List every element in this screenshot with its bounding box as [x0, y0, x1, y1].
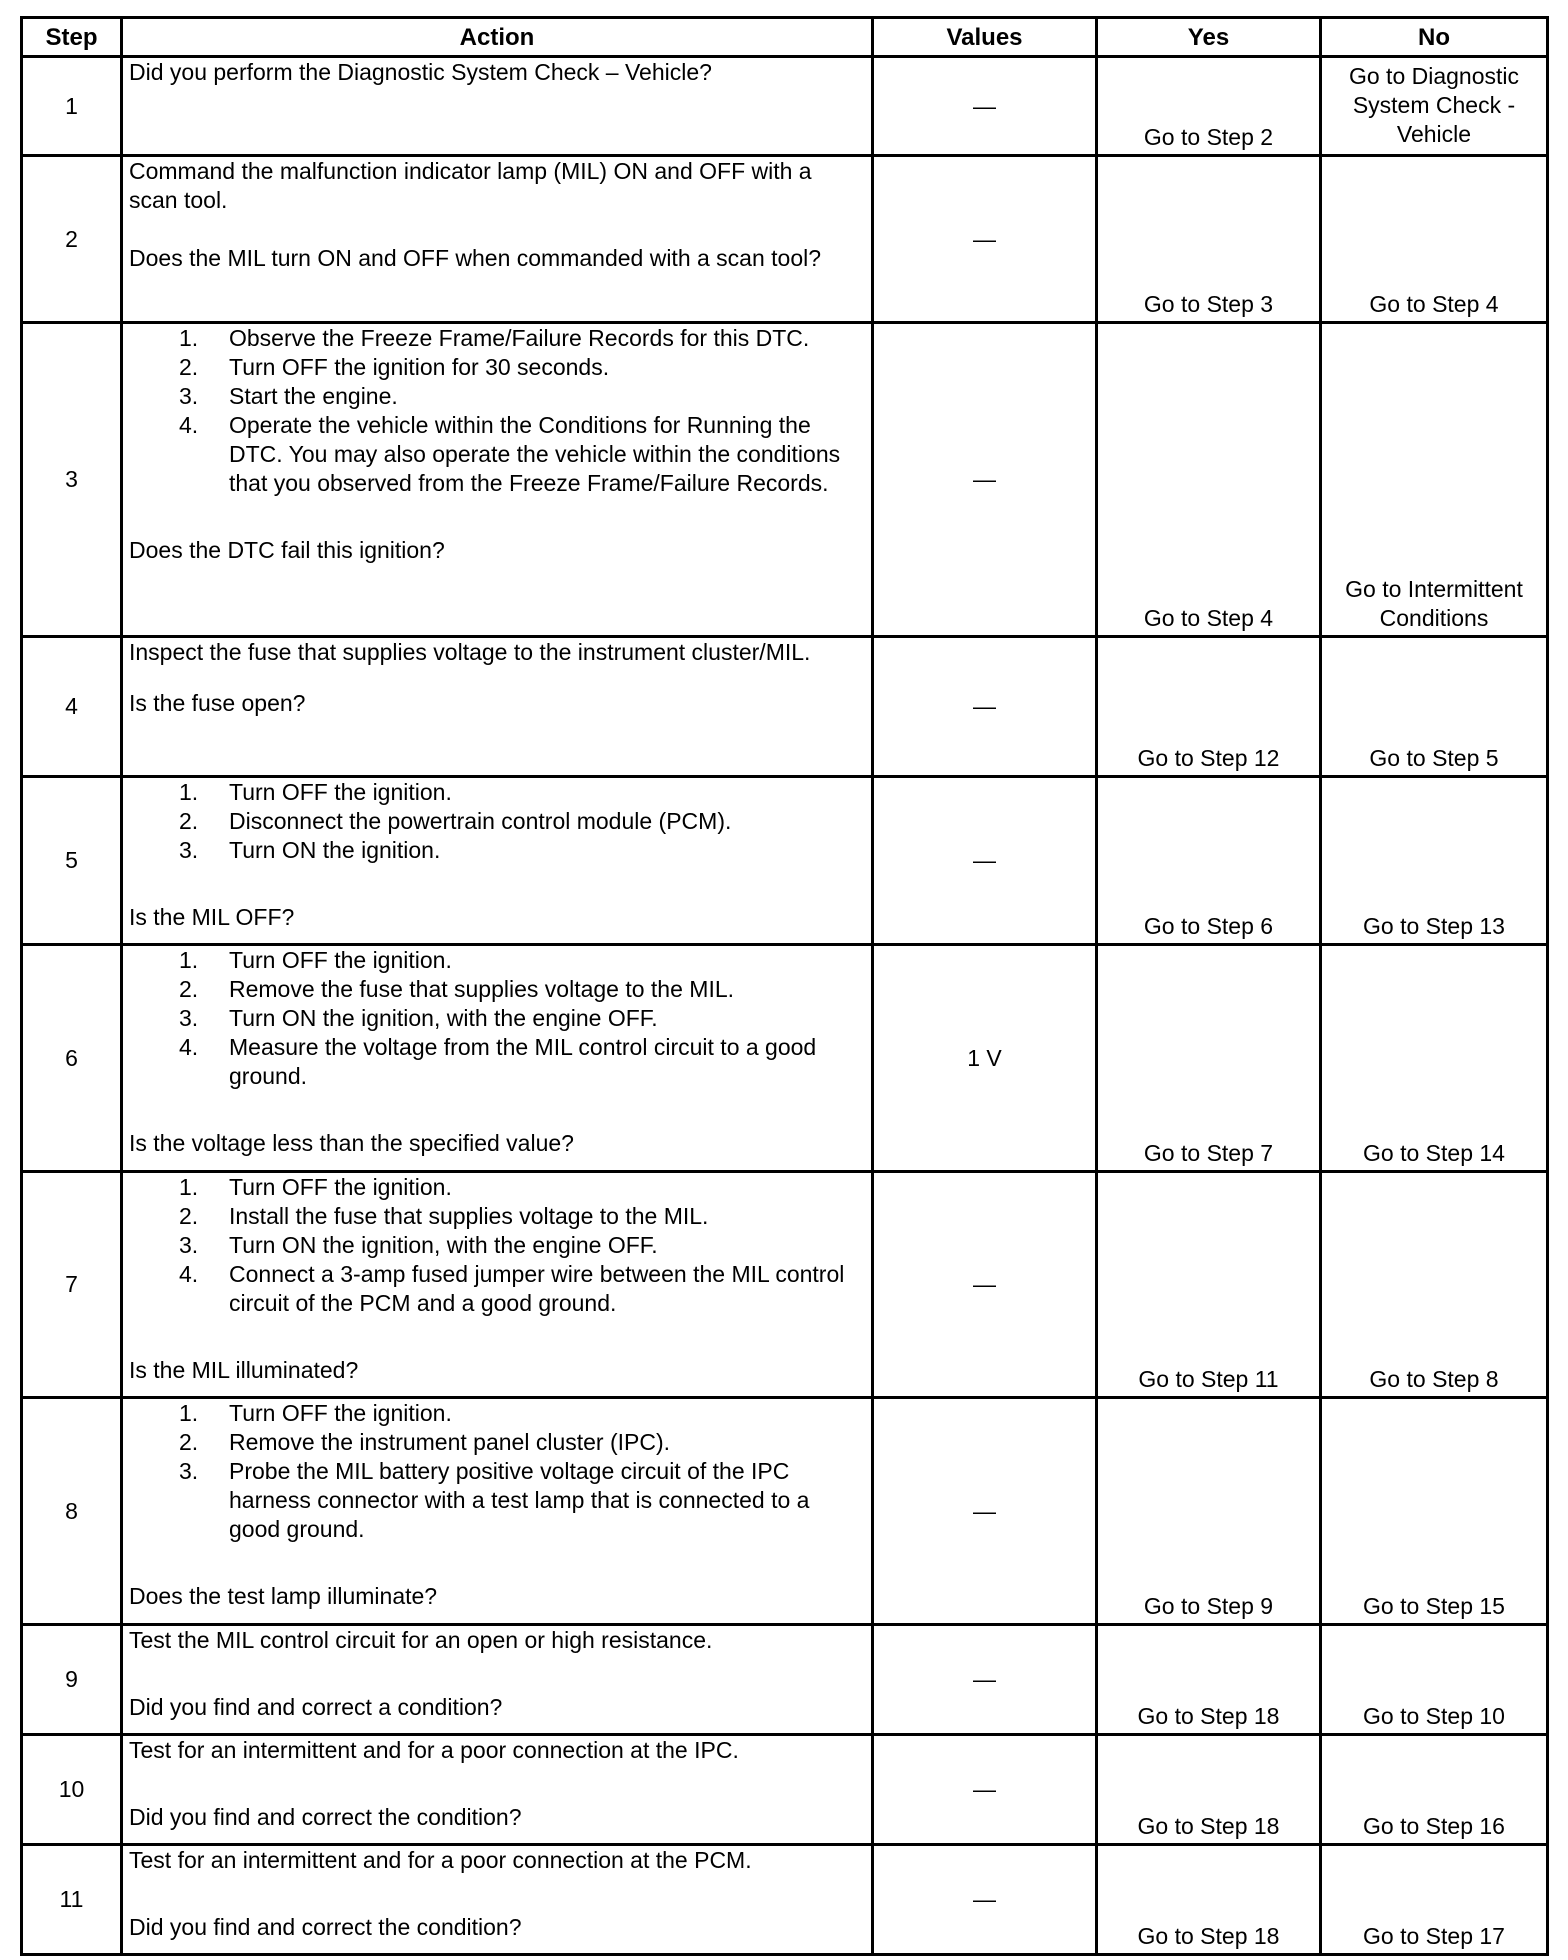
- step-number: 1: [22, 57, 122, 156]
- action-question: Is the MIL illuminated?: [129, 1357, 359, 1383]
- action-text: Test for an intermittent and for a poor connection at the IPC.: [129, 1737, 739, 1763]
- substep-item: Turn OFF the ignition.: [229, 1174, 452, 1200]
- step-number: 4: [22, 637, 122, 777]
- value-cell: —: [873, 156, 1097, 323]
- action-cell: [122, 1398, 873, 1625]
- value-cell: —: [873, 1172, 1097, 1398]
- table-row: [22, 1625, 1548, 1735]
- substep-list: [129, 778, 865, 865]
- action-cell: [122, 57, 873, 156]
- substep-item: Observe the Freeze Frame/Failure Records for this DTC.: [229, 325, 810, 351]
- substep-item: Probe the MIL battery positive voltage circuit of the IPC harness connector with a test lamp that is connected to a good ground.: [229, 1458, 810, 1542]
- yes-cell: Go to Step 3: [1097, 156, 1321, 323]
- substep-item: Turn OFF the ignition.: [229, 779, 452, 805]
- action-question: Is the voltage less than the specified value?: [129, 1130, 574, 1156]
- value-cell: —: [873, 1625, 1097, 1735]
- yes-cell: Go to Step 18: [1097, 1735, 1321, 1845]
- yes-cell: Go to Step 11: [1097, 1172, 1321, 1398]
- yes-cell: Go to Step 9: [1097, 1398, 1321, 1625]
- header-yes: Yes: [1097, 18, 1321, 57]
- substep-item: Disconnect the powertrain control module (PCM).: [229, 808, 732, 834]
- value-cell: —: [873, 1845, 1097, 1955]
- value-cell: —: [873, 57, 1097, 156]
- table-header-row: [22, 18, 1548, 57]
- value-cell: —: [873, 777, 1097, 945]
- table-row: [22, 1172, 1548, 1398]
- yes-cell: Go to Step 6: [1097, 777, 1321, 945]
- yes-cell: Go to Step 2: [1097, 57, 1321, 156]
- yes-cell: Go to Step 18: [1097, 1625, 1321, 1735]
- substep-item: Turn ON the ignition, with the engine OFF.: [229, 1232, 658, 1258]
- action-question: Is the MIL OFF?: [129, 904, 295, 930]
- substep-list: [129, 946, 865, 1091]
- action-text: Command the malfunction indicator lamp (MIL) ON and OFF with a scan tool.: [129, 158, 812, 213]
- action-text: Test the MIL control circuit for an open or high resistance.: [129, 1627, 713, 1653]
- substep-item: Measure the voltage from the MIL control circuit to a good ground.: [229, 1034, 817, 1089]
- header-action: Action: [122, 18, 873, 57]
- step-number: 2: [22, 156, 122, 323]
- action-cell: [122, 1625, 873, 1735]
- diagnostic-table: [20, 16, 1549, 1956]
- substep-list: [129, 1173, 865, 1318]
- action-question: Did you find and correct the condition?: [129, 1804, 522, 1830]
- action-question: Does the MIL turn ON and OFF when commanded with a scan tool?: [129, 245, 822, 271]
- substep-item: Turn ON the ignition.: [229, 837, 441, 863]
- no-cell: Go to Step 5: [1321, 637, 1548, 777]
- no-cell: Go to Intermittent Conditions: [1321, 323, 1548, 637]
- table-row: [22, 156, 1548, 323]
- substep-item: Turn ON the ignition, with the engine OFF.: [229, 1005, 658, 1031]
- step-number: 7: [22, 1172, 122, 1398]
- step-number: 5: [22, 777, 122, 945]
- action-text: Inspect the fuse that supplies voltage to the instrument cluster/MIL.: [129, 639, 811, 665]
- header-no: No: [1321, 18, 1548, 57]
- yes-cell: Go to Step 18: [1097, 1845, 1321, 1955]
- table-row: [22, 323, 1548, 637]
- action-question: Did you find and correct a condition?: [129, 1694, 503, 1720]
- substep-list: [129, 324, 865, 498]
- yes-cell: Go to Step 12: [1097, 637, 1321, 777]
- table-row: [22, 1398, 1548, 1625]
- yes-cell: Go to Step 4: [1097, 323, 1321, 637]
- action-question: Is the fuse open?: [129, 690, 306, 716]
- no-cell: Go to Step 4: [1321, 156, 1548, 323]
- table-row: [22, 945, 1548, 1172]
- action-cell: [122, 777, 873, 945]
- no-cell: Go to Step 16: [1321, 1735, 1548, 1845]
- no-cell: Go to Step 10: [1321, 1625, 1548, 1735]
- no-cell: Go to Step 8: [1321, 1172, 1548, 1398]
- action-cell: [122, 156, 873, 323]
- substep-item: Operate the vehicle within the Conditions for Running the DTC. You may also operate the vehicle within the conditions that you observed from the Freeze Frame/Failure Records.: [229, 412, 841, 496]
- no-cell: Go to Diagnostic System Check - Vehicle: [1321, 57, 1548, 156]
- step-number: 6: [22, 945, 122, 1172]
- no-cell: Go to Step 15: [1321, 1398, 1548, 1625]
- action-cell: [122, 637, 873, 777]
- value-cell: —: [873, 323, 1097, 637]
- substep-list: [129, 1399, 865, 1544]
- substep-item: Start the engine.: [229, 383, 398, 409]
- action-cell: [122, 323, 873, 637]
- header-step: Step: [22, 18, 122, 57]
- value-cell: 1 V: [873, 945, 1097, 1172]
- table-row: [22, 637, 1548, 777]
- action-question: Does the DTC fail this ignition?: [129, 537, 445, 563]
- action-cell: [122, 1735, 873, 1845]
- value-cell: —: [873, 1735, 1097, 1845]
- substep-item: Connect a 3-amp fused jumper wire between the MIL control circuit of the PCM and a good ground.: [229, 1261, 845, 1316]
- action-text: Test for an intermittent and for a poor connection at the PCM.: [129, 1847, 752, 1873]
- table-row: [22, 777, 1548, 945]
- action-cell: [122, 1172, 873, 1398]
- table-row: [22, 1845, 1548, 1955]
- step-number: 8: [22, 1398, 122, 1625]
- no-cell: Go to Step 17: [1321, 1845, 1548, 1955]
- action-text: Did you perform the Diagnostic System Check – Vehicle?: [129, 59, 712, 85]
- header-values: Values: [873, 18, 1097, 57]
- substep-item: Turn OFF the ignition.: [229, 947, 452, 973]
- action-question: Does the test lamp illuminate?: [129, 1583, 438, 1609]
- action-cell: [122, 1845, 873, 1955]
- step-number: 3: [22, 323, 122, 637]
- yes-cell: Go to Step 7: [1097, 945, 1321, 1172]
- table-row: [22, 1735, 1548, 1845]
- value-cell: —: [873, 637, 1097, 777]
- step-number: 11: [22, 1845, 122, 1955]
- substep-item: Install the fuse that supplies voltage to the MIL.: [229, 1203, 709, 1229]
- table-row: [22, 57, 1548, 156]
- substep-item: Turn OFF the ignition for 30 seconds.: [229, 354, 610, 380]
- substep-item: Remove the instrument panel cluster (IPC).: [229, 1429, 671, 1455]
- step-number: 9: [22, 1625, 122, 1735]
- no-cell: Go to Step 14: [1321, 945, 1548, 1172]
- value-cell: —: [873, 1398, 1097, 1625]
- action-cell: [122, 945, 873, 1172]
- substep-item: Turn OFF the ignition.: [229, 1400, 452, 1426]
- action-question: Did you find and correct the condition?: [129, 1914, 522, 1940]
- no-cell: Go to Step 13: [1321, 777, 1548, 945]
- step-number: 10: [22, 1735, 122, 1845]
- substep-item: Remove the fuse that supplies voltage to the MIL.: [229, 976, 735, 1002]
